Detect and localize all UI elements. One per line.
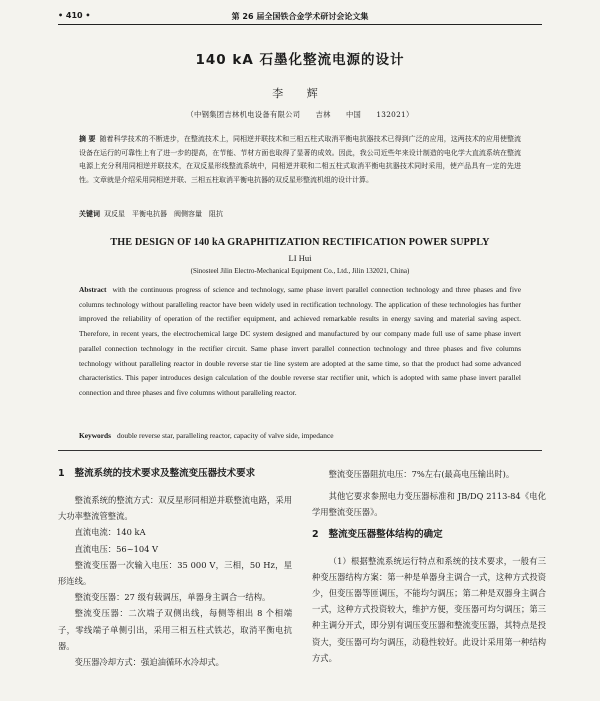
section-rule [58,450,542,451]
journal-title: 第 26 届全国铁合金学术研讨会论文集 [231,12,369,21]
paragraph: 直流电流：140 kA [74,527,146,538]
section-2-number: 2 [312,528,319,540]
paragraph: 整流变压器：27 级有载调压，单器身主调合一结构。 [74,592,271,603]
chinese-author: 李 辉 [272,87,328,100]
section-2-heading [312,527,546,543]
english-author: LI Hui [288,253,312,263]
english-abstract-label: Abstract [79,285,107,294]
paragraph: 整流变压器：二次端子双侧出线，每侧等相出 8 个相端子，零线端子单侧引出，采用三相五柱式铁芯，取消平衡电抗器。 [58,608,292,651]
section-2-title: 整流变压器整体结构的确定 [328,528,443,540]
section-1-title: 整流系统的技术要求及整流变压器技术要求 [74,468,256,479]
right-column [312,466,546,666]
chinese-title: 140 kA 石墨化整流电源的设计 [195,52,405,68]
section-1-heading [58,466,292,482]
english-keywords-label: Keywords [79,431,112,440]
header-rule [58,24,542,25]
chinese-abstract [79,133,521,188]
english-abstract [79,283,521,401]
english-affiliation: (Sinosteel Jilin Electro-Mechanical Equipment Co., Ltd., Jilin 132021, China) [190,267,410,275]
section-1-number: 1 [58,468,65,479]
chinese-keywords [79,209,521,219]
left-column [58,466,292,670]
chinese-keywords-text: 双反星 平衡电抗器 阀侧容量 阻抗 [104,210,223,218]
paragraph: 整流系统的整流方式：双反星形同相逆并联整流电路，采用大功率整流管整流。 [58,495,292,522]
paragraph: （1）根据整流系统运行特点和系统的技术要求，一般有三种变压器结构方案：第一种是单器身主调合一式，这种方式投资少，但变压器等匝调压，不能均匀调压；第二种是双器身主调合一式，这种方式投资较大，维护方便，变压器可均匀调压；第三种主调分开式，即分别有调压变压器和整流变压器，其特点是投资大，变压器可均匀调压，动稳性较好。此设计采用第一种结构方式。 [312,555,546,663]
english-keywords-text: double reverse star, paralleling reactor, capacity of valve side, impedance [117,431,334,440]
paragraph: 其他它要求参照电力变压器标准和 JB/DQ 2113-84《电化学用整流变压器》。 [312,491,546,518]
chinese-affiliation: （中钢集团吉林机电设备有限公司 吉林 中国 132021） [186,110,414,119]
page-number: • 410 • [58,11,91,20]
english-keywords [79,431,521,440]
english-abstract-text: with the continuous progress of science and technology, same phase invert parallel connection technology and three phases and five columns technology without paralleling reactor have been widely used in rectification technology. The application of these technologies has further improved the reliability of operation of the rectifier equipment, and achieved remarkable results in energy saving and material saving aspect. Therefore, in recent years, the electrochemical large DC system designed and manufactured by our company made full use of same phase invert parallel connection technology in the rectifier circuit. Same phase invert parallel connection technology and three phases and five columns technology without paralleling reactor in double reverse star tie line system are adopted at the same time, so that the product had some advanced characteristics. This paper introduces design calculation of the double reverse star rectifier unit, which is adopted with same phase invert parallel connection and three phases and five columns without paralleling reactor. [79,285,521,397]
paragraph: 整流变压器一次输入电压：35 000 V，三相，50 Hz，星形连线。 [58,559,292,587]
english-title: THE DESIGN OF 140 kA GRAPHITIZATION RECTIFICATION POWER SUPPLY [110,237,490,248]
running-header [58,10,542,24]
paragraph: 变压器冷却方式：强迫油循环水冷却式。 [74,657,224,668]
paragraph: 整流变压器阻抗电压：7%左右(最高电压输出时)。 [328,469,515,479]
chinese-abstract-text: 随着科学技术的不断进步，在整流技术上，同相逆并联技术和三相五柱式取消平衡电抗器技术已得到广泛的应用，这两技术的应用使整流设备在运行的可靠性上有了进一步的提高，在节能、节材方面也取得了显著的成效。因此，我公司近些年来设计制造的电化学大直流系统在整流电源上充分利用同相逆并联技术，在双反星形线整流系统中，同相逆并联和二相五柱式取消平衡电抗器技术同时采用，使产品具有一定的先进性。文章就是介绍采用同相逆并联、三相五柱取消平衡电抗器的双反星形整流机组的设计计算。 [79,135,522,185]
paragraph: 直流电压：56~104 V [74,543,159,554]
chinese-abstract-label: 摘 要 [79,135,96,143]
chinese-keywords-label: 关键词 [79,210,100,218]
